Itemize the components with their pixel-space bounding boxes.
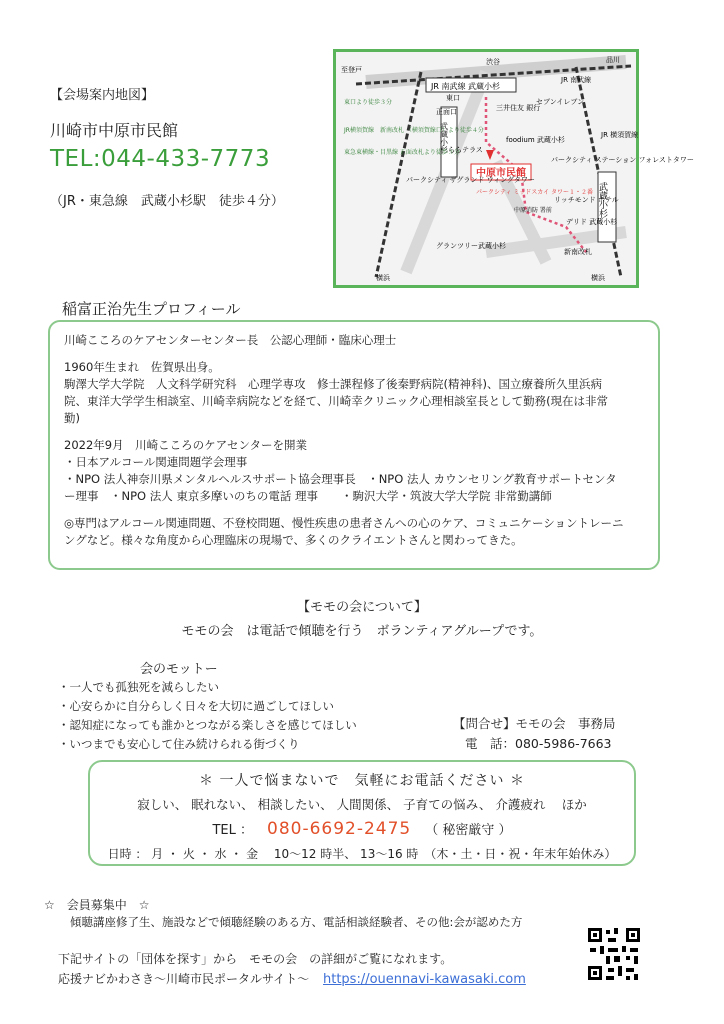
hotline-box [88,760,636,866]
map-label: 新南改札 [564,248,592,256]
map-label: JR横須賀線 新南改札 （横須賀線口）より徒歩４分 [344,127,484,134]
qr-code-icon [586,926,642,982]
profile-box [48,320,660,570]
map-label: 横浜 [591,274,605,282]
profile-career-line: ー理事 ・NPO 法人 東京多摩いのちの電話 理事 ・駒沢大学・筑波大学大学院 非常勤講師 [64,489,552,503]
venue-map [333,49,694,288]
profile-career-line: 2022年9月 川崎こころのケアセンターを開業 [64,438,308,452]
motto-item: ・いつまでも安心して住み続けられる街づくり [58,737,300,751]
contact-label: 【問合せ】モモの会 事務局 [453,716,616,731]
map-label: 武蔵小杉 [597,182,607,218]
venue-access: （JR・東急線 武蔵小杉駅 徒歩４分） [50,194,284,209]
map-label: 渋谷 [486,58,500,66]
map-label: デリド 武蔵小杉 [566,218,618,226]
map-label: 中原市民館 [476,168,526,179]
site-note: 下記サイトの「団体を探す」から モモの会 の詳細がご覧になれます。 [58,952,453,966]
motto-item: ・一人でも孤独死を減らしたい [58,680,219,694]
about-heading: 【モモの会について】 [297,600,427,615]
profile-history-line: 駒澤大学大学院 人文科学研究科 心理学専攻 修士課程修了後秦野病院(精神科)、国立療養所久里浜病 [64,377,602,391]
map-label: 東口より徒歩３分 [344,99,393,106]
hotline-worries: 寂しい、 眠れない、 相談したい、 人間関係、 子育ての悩み、 介護疲れ ほか [137,797,587,812]
map-label: 東急東横線・目黒線 正面改札より徒歩３分 [344,149,460,156]
map-label: 東口 [446,94,460,102]
venue-phone: TEL:044-433-7773 [50,146,271,172]
map-label: JR 南武線 [561,76,592,84]
site-url-link[interactable]: https://ouennavi-kawasaki.com [323,972,526,987]
motto-list [58,678,357,754]
map-label: パークシティ ミッドスカイ タワー１・２番 [476,189,593,196]
profile-specialty-line: ングなど。様々な角度から心理臨床の現場で、多くのクライエントさんと関わってきた。 [64,533,523,547]
profile-role: 川崎こころのケアセンターセンター長 公認心理師・臨床心理士 [64,333,397,347]
map-label: ららテラス [448,146,483,154]
profile-specialty-line: ◎専門はアルコール関連問題、不登校問題、慢性疾患の患者さんへの心のケア、コミュニケーショントレーニ [64,516,624,530]
profile-career-line: ・日本アルコール関連問題学会理事 [64,455,248,469]
motto-item: ・心安らかに自分らしく日々を大切に過ごしてほしい [58,699,334,713]
venue-name: 川崎市中原市民館 [50,121,179,140]
map-label: 三井住友 銀行 [496,104,541,112]
venue-map-heading: 【会場案内地図】 [50,88,155,103]
map-label: 武蔵小杉 [439,122,449,154]
recruit-text: 傾聴講座修了生、施設などで傾聴経験のある方、電話相談経験者、その他:会が認めた方 [70,915,523,929]
hotline-slogan: ＊ 一人で悩まないで 気軽にお電話ください ＊ [199,773,525,789]
map-label: 横浜 [376,274,390,282]
map-label: 至登戸 [341,66,362,74]
contact-block [453,714,616,754]
map-label: セブンイレブン [536,98,585,106]
profile-career-line: ・NPO 法人神奈川県メンタルヘルスサポート協会理事長 ・NPO 法人 カウンセリング教育サポートセンタ [64,472,617,486]
map-label: グランツリー武蔵小杉 [436,242,506,250]
hotline-confidential: （ 秘密厳守 ） [425,823,512,838]
hotline-hours: 日時 ： 月 ・ 火 ・ 水 ・ 金 10～12 時半、 13～16 時 （木・土・日・祝・年末年始休み） [107,847,617,861]
map-label: 正面口 [436,108,457,116]
map-label: パークシティ ステーション フォレストタワー [551,156,694,164]
site-name: 応援ナビかわさき～川崎市民ポータルサイト～ [58,972,310,986]
profile-history-line: 院、東洋大学学生相談室、川崎幸病院などを経て、川崎幸クリニック心理相談室長として勤務(現在は非常 [64,394,609,408]
motto-heading: 会のモットー [140,662,218,677]
map-label: リッチモンド ホテル [554,196,619,204]
recruit-heading: ☆ 会員募集中 ☆ [44,898,150,912]
map-label: JR 横須賀線 [601,131,639,139]
hotline-number[interactable]: 080-6692-2475 [267,819,412,839]
profile-history-line: 勤) [64,411,80,425]
contact-phone: 電 話：080-5986-7663 [465,736,612,751]
hotline-tel-label: TEL ： [212,823,253,838]
map-label: 品川 [606,56,620,64]
map-label: foodium 武蔵小杉 [506,136,565,144]
about-description: モモの会 は電話で傾聴を行う ボランティアグループです。 [181,624,543,639]
map-label: パークシティ ザグランド ウィングタワー [406,176,535,184]
site-name-row [58,970,526,987]
profile-history-line: 1960年生まれ 佐賀県出身。 [64,360,220,374]
hotline-tel-row [90,819,634,839]
motto-item: ・認知症になっても誰かとつながる楽しさを感じてほしい [58,718,357,732]
map-label: 中原消防 署前 [514,207,552,214]
profile-title: 稲富正治先生プロフィール [62,300,241,318]
map-label: JR 南武線 武蔵小杉 [431,82,501,91]
